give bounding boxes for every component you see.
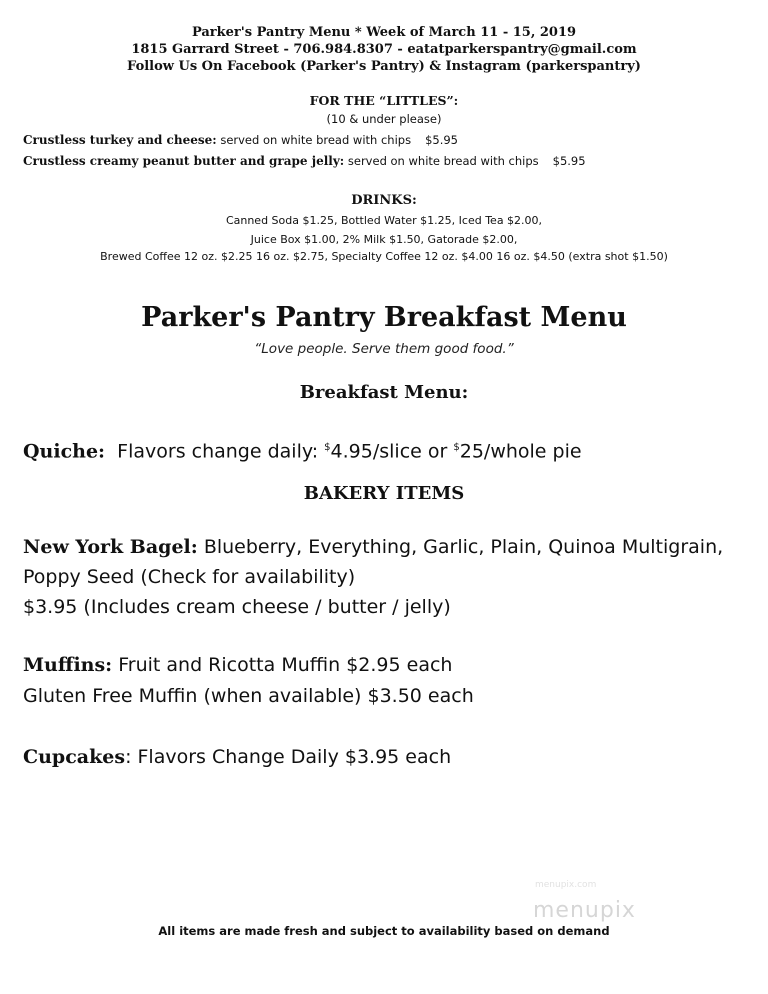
quiche-label: Quiche: [23,440,106,463]
header-line-3: Follow Us On Facebook (Parker's Pantry) & Instagram (parkerspantry) [127,59,641,74]
quiche-dollar: $ [453,442,460,453]
quiche-line [23,433,582,466]
bagel-line-2: Poppy Seed (Check for availability) [23,566,356,588]
cupcakes-text: : Flavors Change Daily $3.95 each [125,746,452,768]
muffins-text: Fruit and Ricotta Muffin $2.95 each [112,654,453,676]
quiche-price-slice: 4.95/slice or [330,440,454,463]
littles-item-desc: served on white bread with chips [344,154,539,168]
littles-item [23,133,458,147]
littles-note: (10 & under please) [326,112,442,126]
breakfast-title: Parker's Pantry Breakfast Menu [141,302,627,333]
muffins-label: Muffins: [23,654,113,676]
header-line-1: Parker's Pantry Menu * Week of March 11 - 15, 2019 [191,25,577,40]
muffins-line-1 [23,650,452,680]
tagline: “Love people. Serve them good food.” [254,341,514,357]
bakery-heading: BAKERY ITEMS [303,483,465,504]
header-line-2: 1815 Garrard Street - 706.984.8307 - eatatparkerspantry@gmail.com [131,42,637,57]
bagel-label: New York Bagel: [23,536,198,558]
drinks-heading: DRINKS: [351,193,417,208]
quiche-dollar: $ [324,442,331,453]
drinks-line: Brewed Coffee 12 oz. $2.25 16 oz. $2.75, Specialty Coffee 12 oz. $4.00 16 oz. $4.50 (extra shot $1.50) [100,250,668,263]
bagel-line-3: $3.95 (Includes cream cheese / butter / jelly) [23,596,451,618]
watermark-logo: menupix [533,898,636,923]
littles-item [23,154,586,168]
littles-item-name: Crustless turkey and cheese: [23,133,217,147]
quiche-price-pie: 25/whole pie [459,440,582,463]
littles-item-price: $5.95 [552,154,586,168]
littles-heading: FOR THE “LITTLES”: [309,93,459,108]
littles-item-price: $5.95 [425,133,459,147]
cupcakes-line [23,742,451,772]
littles-item-name: Crustless creamy peanut butter and grape jelly: [23,154,345,168]
drinks-line: Juice Box $1.00, 2% Milk $1.50, Gatorade $2.00, [250,233,518,246]
muffins-line-2: Gluten Free Muffin (when available) $3.50 each [23,685,474,707]
quiche-text: Flavors change daily: [105,440,325,463]
littles-item-desc: served on white bread with chips [216,133,412,147]
bagel-flavors: Blueberry, Everything, Garlic, Plain, Quinoa Multigrain, [197,536,724,558]
watermark-subtext: menupix.com [535,880,597,890]
cupcakes-label: Cupcakes [23,746,126,768]
footer-note: All items are made fresh and subject to availability based on demand [158,924,610,938]
breakfast-subheading: Breakfast Menu: [299,382,469,403]
drinks-line: Canned Soda $1.25, Bottled Water $1.25, Iced Tea $2.00, [225,214,543,227]
bagel-line-1 [23,532,723,562]
